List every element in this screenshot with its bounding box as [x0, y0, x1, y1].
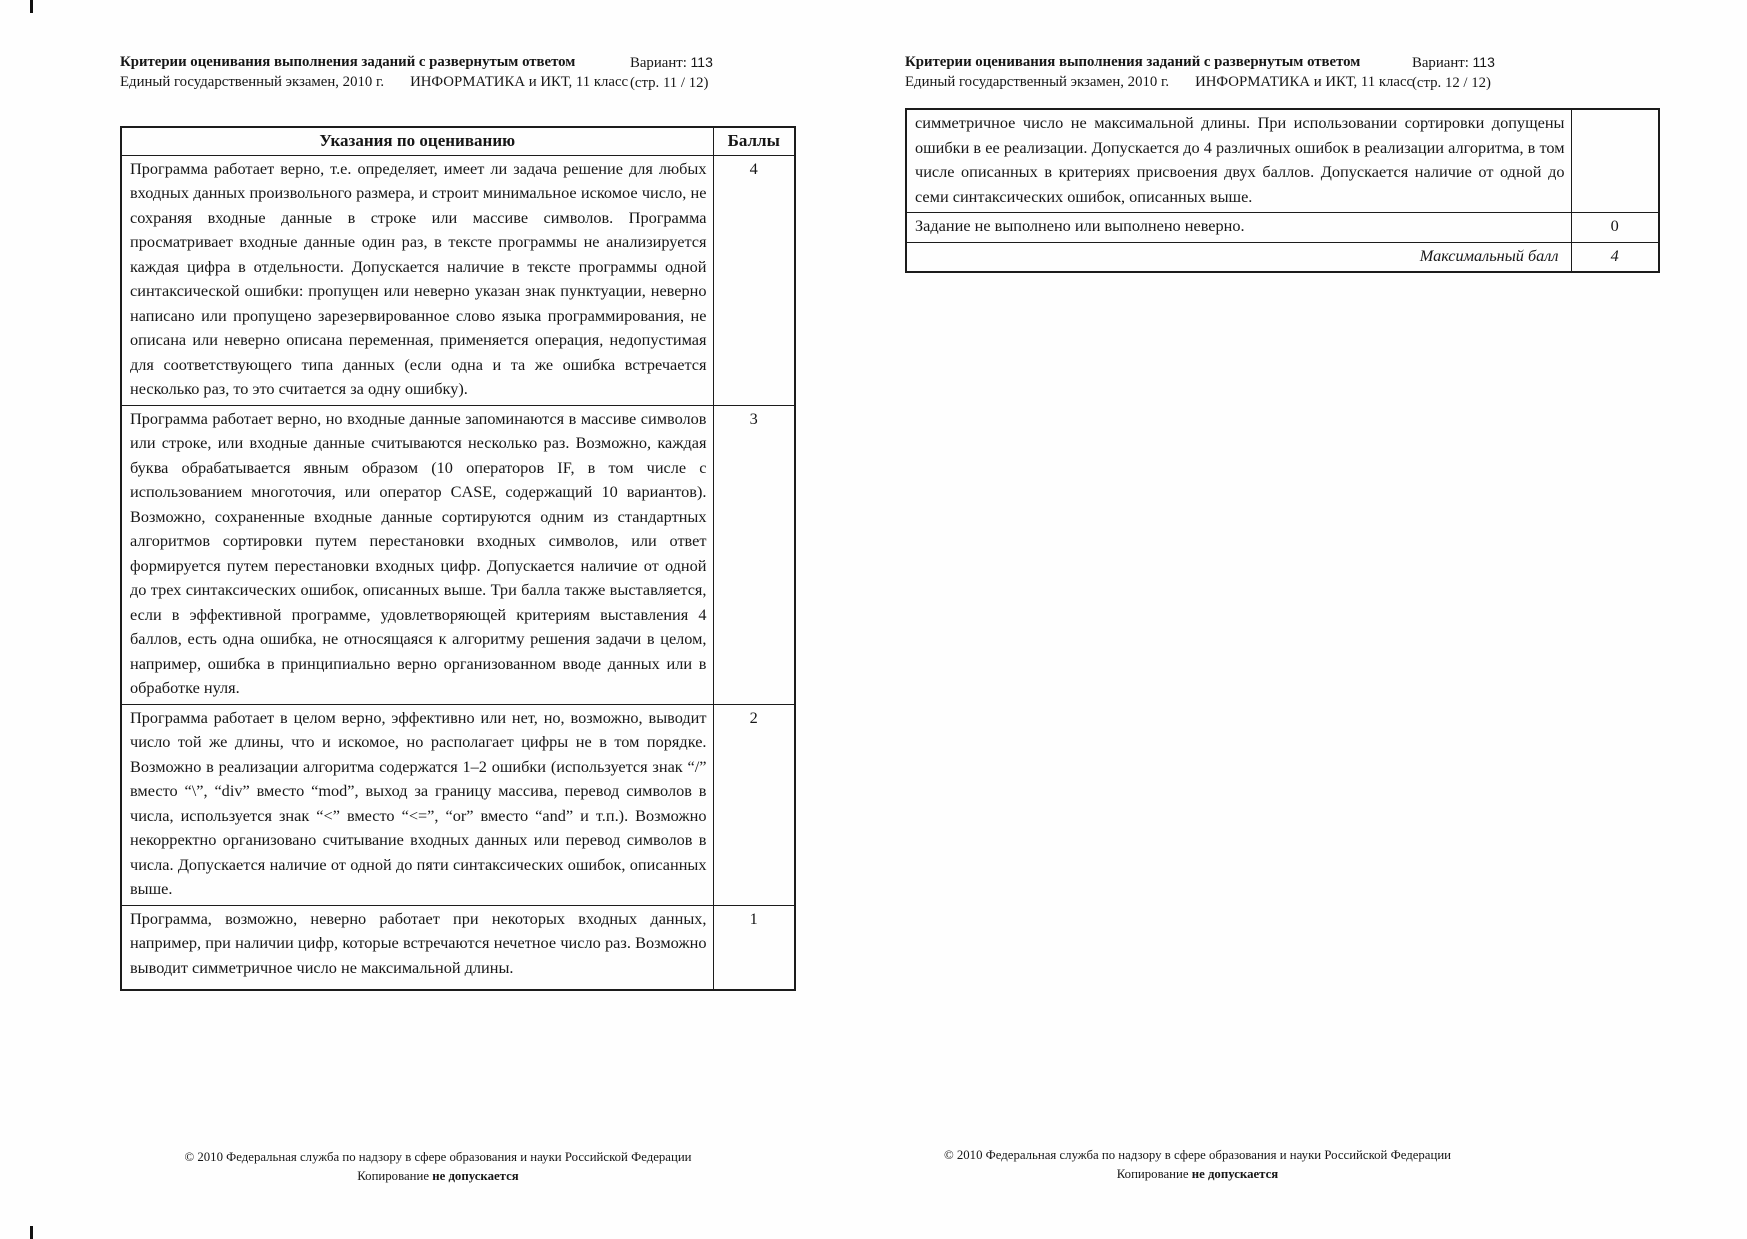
- max-score-value: 4: [1571, 242, 1659, 272]
- criteria-text-1: [121, 905, 713, 990]
- scan-mark-bottom: [30, 1226, 33, 1239]
- criteria-score-0: 0: [1571, 213, 1659, 243]
- criteria-text-4: Программа работает верно, т.е. определяет, имеет ли задача решение для любых входных данных произвольного размера, и строит минимальное искомое число, не сохраняя входные данные в строке или массиве символов. Программа просматривает входные данные один раз, в тексте программы не анализируется каждая цифра в отдельности. Допускается наличие в тексте программы одной синтаксической ошибки: пропущен или неверно указан знак пунктуации, неверно написано или пропущено зарезервированное слово языка программирования, не описана или неверно описана переменная, применяется операция, недопустимая для соответствующего типа данных (если одна и та же ошибка встречается несколько раз, то это считается за одну ошибку).: [121, 155, 713, 405]
- criteria-text-3: Программа работает верно, но входные данные запоминаются в массиве символов или строке, или входные данные считываются несколько раз. Возможно, каждая буква обрабатывается явным образом (10 операторов IF, в том числе с использованием многоточия, или оператор CASE, содержащий 10 вариантов). Возможно, сохраненные входные данные сортируются одним из стандартных алгоритмов сортировки путем перестановки входных символов, или ответ формируется путем перестановки входных цифр. Допускается наличие от одной до трех синтаксических ошибок, описанных выше. Три балла также выставляется, если в эффективной программе, удовлетворяющей критериям выставления 4 баллов, есть одна ошибка, не относящаяся к алгоритму решения задачи в целом, например, ошибка в принципиально верно организованном вводе данных или в обработке нуля.: [121, 405, 713, 704]
- criteria-row: [121, 905, 795, 990]
- criteria-row: [906, 213, 1659, 243]
- criteria-text-1-clipped: Программа, возможно, неверно работает при некоторых входных данных, например, при наличии цифр, которые встречаются нечетное число раз. Возможно выводит симметричное число не максимальной длины.: [130, 908, 707, 977]
- criteria-table-page-12: [905, 108, 1660, 273]
- column-header-score: Баллы: [713, 127, 795, 155]
- subject-name: ИНФОРМАТИКА и ИКТ, 11 класс: [1195, 74, 1414, 90]
- variant-number: 113: [690, 54, 713, 70]
- criteria-text-0: Задание не выполнено или выполнено неверно.: [906, 213, 1571, 243]
- criteria-text-2: Программа работает в целом верно, эффективно или нет, но, возможно, выводит число той же длины, что и искомое, но располагает цифры не в том порядке. Возможно в реализации алгоритма содержатся 1–2 ошибки (используется знак “/” вместо “\”, “div” вместо “mod”, выход за границу массива, перевод символов в числа, используется знак “<” вместо “<=”, “or” вместо “and” и т.п.). Возможно некорректно организовано считывание входных данных или перевод символов в числа. Допускается наличие от одной до пяти синтаксических ошибок, описанных выше.: [121, 704, 713, 905]
- criteria-score-continued: [1571, 109, 1659, 213]
- page-title: Критерии оценивания выполнения заданий с развернутым ответом: [120, 54, 576, 70]
- scan-mark-top: [30, 0, 33, 13]
- page-subtitle: [905, 72, 1413, 92]
- criteria-text-continued: симметричное число не максимальной длины. При использовании сортировки допущены ошибки в ее реализации. Допускается до 4 различных ошибок в реализации алгоритма, в том числе описанных в критериях присвоения двух баллов. Допускается наличие от одной до семи синтаксических ошибок, описанных выше.: [906, 109, 1571, 213]
- variant-line: Вариант: 113: [1412, 54, 1495, 71]
- page-11-header: [120, 52, 628, 92]
- criteria-score-3: 3: [713, 405, 795, 704]
- max-score-row: [906, 242, 1659, 272]
- max-score-label: Максимальный балл: [906, 242, 1571, 272]
- copyright-line: © 2010 Федеральная служба по надзору в сфере образования и науки Российской Федерации: [943, 1148, 1452, 1162]
- page-number: (стр. 11 / 12): [630, 75, 709, 91]
- page-11-meta: [630, 52, 713, 93]
- variant-number: 113: [1472, 54, 1495, 70]
- criteria-score-4: 4: [713, 155, 795, 405]
- copy-restriction-line: Копирование не допускается: [1116, 1167, 1279, 1181]
- criteria-row: [121, 704, 795, 905]
- page-12-meta: [1412, 52, 1495, 93]
- table-header-row: [121, 127, 795, 155]
- criteria-score-2: 2: [713, 704, 795, 905]
- exam-name: Единый государственный экзамен, 2010 г.: [905, 74, 1170, 90]
- criteria-table-page-11: [120, 126, 796, 991]
- page-number: (стр. 12 / 12): [1412, 75, 1491, 91]
- copy-restriction-line: Копирование не допускается: [357, 1169, 519, 1183]
- variant-line: Вариант: 113: [630, 54, 713, 71]
- page-12-header: [905, 52, 1413, 92]
- criteria-row: [906, 109, 1659, 213]
- criteria-score-1: 1: [713, 905, 795, 990]
- subject-name: ИНФОРМАТИКА и ИКТ, 11 класс: [410, 74, 629, 90]
- criteria-row: [121, 405, 795, 704]
- copyright-line: © 2010 Федеральная служба по надзору в сфере образования и науки Российской Федерации: [184, 1150, 692, 1164]
- page-subtitle: [120, 72, 628, 92]
- page-title: Критерии оценивания выполнения заданий с развернутым ответом: [905, 54, 1361, 70]
- page-12-footer: [905, 1146, 1490, 1184]
- column-header-instructions: Указания по оцениванию: [121, 127, 713, 155]
- criteria-row: [121, 155, 795, 405]
- exam-name: Единый государственный экзамен, 2010 г.: [120, 74, 385, 90]
- page-11-footer: [118, 1148, 758, 1186]
